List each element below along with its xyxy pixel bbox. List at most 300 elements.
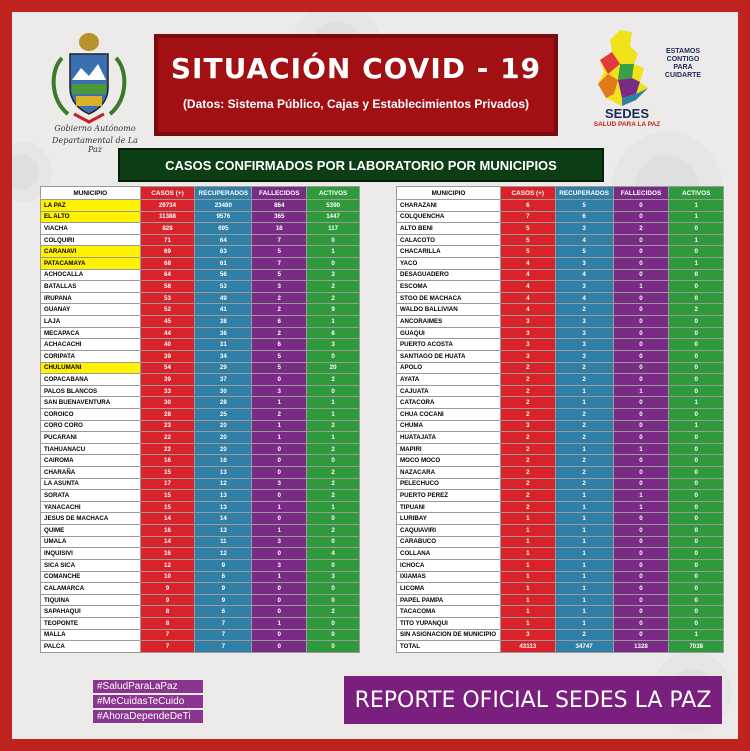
recuperados-cell: 53 [195,281,252,293]
recuperados-cell: 31 [195,339,252,351]
municipio-cell: PUERTO PEREZ [397,490,501,502]
fallecidos-cell: 3 [252,478,307,490]
casos-cell: 1 [500,606,555,618]
logo-slogan [644,48,722,80]
table-row [397,362,724,374]
fallecidos-cell: 0 [613,455,669,467]
table-header-row [397,187,724,200]
table-row [41,269,360,281]
activos-cell: 0 [669,536,724,548]
municipio-cell: APOLO [397,362,501,374]
table-row [41,583,360,595]
activos-cell: 0 [669,362,724,374]
table-row [397,513,724,525]
casos-cell: 4 [500,304,555,316]
col-header-casos: CASOS (+) [500,187,555,200]
municipio-cell: LICOMA [397,583,501,595]
footer-title: REPORTE OFICIAL SEDES LA PAZ [344,676,722,724]
fallecidos-cell: 0 [613,629,669,641]
hashtag: #AhoraDependeDeTi [93,710,203,723]
casos-cell: 4 [500,281,555,293]
table-row [41,432,360,444]
municipio-cell: CAJUATA [397,385,501,397]
activos-cell: 0 [669,246,724,258]
recuperados-cell: 37 [195,374,252,386]
municipio-cell: VIACHA [41,223,141,235]
fallecidos-cell: 0 [613,397,669,409]
table-row [41,467,360,479]
table-row [41,350,360,362]
fallecidos-cell: 1 [252,432,307,444]
municipio-cell: SANTIAGO DE HUATA [397,350,501,362]
activos-cell: 0 [307,594,360,606]
fallecidos-cell: 0 [613,200,669,212]
municipio-cell: ACHOCALLA [41,269,141,281]
activos-cell: 20 [307,362,360,374]
casos-cell: 9 [140,594,195,606]
municipio-cell: PELECHUCO [397,478,501,490]
activos-cell: 0 [307,385,360,397]
municipio-cell: ESCOMA [397,281,501,293]
fallecidos-cell: 0 [613,536,669,548]
recuperados-cell: 1 [555,594,613,606]
casos-cell: 30 [140,397,195,409]
recuperados-cell: 1 [555,606,613,618]
fallecidos-cell: 1 [252,397,307,409]
recuperados-cell: 2 [555,408,613,420]
fallecidos-cell: 3 [252,281,307,293]
fallecidos-cell: 0 [252,641,307,653]
table-row [397,246,724,258]
municipio-cell: YANACACHI [41,501,141,513]
municipio-cell: CHARAÑA [41,467,141,479]
fallecidos-cell: 0 [613,258,669,270]
table-row [41,246,360,258]
recuperados-cell: 13 [195,490,252,502]
fallecidos-cell: 2 [252,292,307,304]
casos-cell: 16 [140,548,195,560]
table-row [41,316,360,328]
fallecidos-cell: 16 [252,223,307,235]
table-row [397,304,724,316]
casos-cell: 53 [140,292,195,304]
table-row [397,606,724,618]
municipio-cell: COMANCHE [41,571,141,583]
casos-cell: 1 [500,536,555,548]
activos-cell: 2 [307,467,360,479]
recuperados-cell: 63 [195,246,252,258]
fallecidos-cell: 0 [613,594,669,606]
recuperados-cell: 20 [195,443,252,455]
activos-cell: 1 [669,258,724,270]
recuperados-cell: 4 [555,269,613,281]
table-row [397,350,724,362]
table-row [41,617,360,629]
fallecidos-cell: 1 [252,617,307,629]
recuperados-cell: 1 [555,548,613,560]
table-row [41,339,360,351]
fallecidos-cell: 0 [613,316,669,328]
municipio-cell: PAPEL PAMPA [397,594,501,606]
table-row [41,385,360,397]
sedes-map-icon [592,28,652,110]
activos-cell: 0 [669,571,724,583]
recuperados-cell: 7 [195,629,252,641]
municipio-cell: CARABUCO [397,536,501,548]
activos-cell: 0 [307,350,360,362]
casos-cell: 11388 [140,211,195,223]
page-title: SITUACIÓN COVID - 19 [170,52,542,85]
fallecidos-cell: 2 [252,304,307,316]
municipio-cell: TACACOMA [397,606,501,618]
activos-cell: 0 [669,490,724,502]
activos-cell: 1 [307,501,360,513]
municipio-cell: SORATA [41,490,141,502]
municipio-cell: TITO YUPANQUI [397,617,501,629]
fallecidos-cell: 0 [252,629,307,641]
table-row [41,629,360,641]
activos-cell: 0 [307,559,360,571]
casos-cell: 15 [140,501,195,513]
table-row [397,211,724,223]
fallecidos-cell: 0 [613,304,669,316]
casos-cell: 16 [140,455,195,467]
municipio-cell: CALAMARCA [41,583,141,595]
table-row [397,316,724,328]
recuperados-cell: 2 [555,455,613,467]
casos-cell: 10 [140,571,195,583]
activos-cell: 2 [307,374,360,386]
municipio-cell: CHULUMANI [41,362,141,374]
recuperados-cell: 9 [195,583,252,595]
table-row [41,292,360,304]
fallecidos-cell: 0 [613,211,669,223]
hashtag-list [93,680,203,725]
fallecidos-cell: 2 [613,223,669,235]
activos-cell: 0 [669,513,724,525]
casos-cell: 14 [140,513,195,525]
casos-cell: 1 [500,525,555,537]
recuperados-cell: 1 [555,536,613,548]
table-row [41,304,360,316]
municipio-cell: TIPUANI [397,501,501,513]
activos-cell: 0 [307,583,360,595]
fallecidos-cell: 0 [613,467,669,479]
recuperados-cell: 13 [195,501,252,513]
table-row [397,408,724,420]
municipio-cell: TOTAL [397,641,501,653]
casos-cell: 828 [140,223,195,235]
casos-cell: 54 [140,362,195,374]
activos-cell: 7038 [669,641,724,653]
recuperados-cell: 1 [555,583,613,595]
municipio-cell: CORO CORO [41,420,141,432]
activos-cell: 0 [669,606,724,618]
municipio-cell: LAJA [41,316,141,328]
municipio-cell: UMALA [41,536,141,548]
municipio-cell: HUATAJATA [397,432,501,444]
recuperados-cell: 1 [555,525,613,537]
activos-cell: 2 [307,490,360,502]
municipio-cell: ACHACACHI [41,339,141,351]
recuperados-cell: 20 [195,432,252,444]
activos-cell: 9 [307,304,360,316]
municipio-cell: YACO [397,258,501,270]
casos-cell: 2 [500,408,555,420]
fallecidos-cell: 3 [252,559,307,571]
casos-cell: 7 [140,629,195,641]
casos-cell: 3 [500,339,555,351]
casos-cell: 7 [500,211,555,223]
table-row [397,525,724,537]
fallecidos-cell: 0 [613,617,669,629]
fallecidos-cell: 0 [613,362,669,374]
recuperados-cell: 16 [195,455,252,467]
activos-cell: 0 [669,339,724,351]
table-row [397,617,724,629]
municipio-cell: TIAHUANACU [41,443,141,455]
fallecidos-cell: 0 [613,478,669,490]
recuperados-cell: 14 [195,513,252,525]
municipio-cell: LA ASUNTA [41,478,141,490]
municipio-cell: INQUISIVI [41,548,141,560]
fallecidos-cell: 0 [613,339,669,351]
fallecidos-cell: 1 [613,490,669,502]
fallecidos-cell: 0 [252,513,307,525]
casos-cell: 2 [500,362,555,374]
recuperados-cell: 2 [555,478,613,490]
casos-cell: 12 [140,559,195,571]
activos-cell: 1 [307,316,360,328]
municipio-cell: CARANAVI [41,246,141,258]
col-header-recuperados: RECUPERADOS [555,187,613,200]
table-row [397,583,724,595]
casos-cell: 8 [140,606,195,618]
fallecidos-cell: 0 [613,548,669,560]
casos-cell: 5 [500,246,555,258]
activos-cell: 0 [669,583,724,595]
fallecidos-cell: 0 [613,513,669,525]
table-row [41,374,360,386]
fallecidos-cell: 0 [613,292,669,304]
activos-cell: 3 [307,269,360,281]
casos-cell: 1 [500,548,555,560]
recuperados-cell: 61 [195,258,252,270]
coat-of-arms-icon [48,30,130,125]
activos-cell: 0 [669,443,724,455]
casos-cell: 2 [500,385,555,397]
fallecidos-cell: 2 [252,408,307,420]
casos-cell: 3 [500,327,555,339]
table-row [41,397,360,409]
fallecidos-cell: 0 [252,548,307,560]
table-row [397,594,724,606]
logo-slogan-line: PARA [673,64,693,71]
casos-cell: 45 [140,316,195,328]
table-row [41,513,360,525]
recuperados-cell: 41 [195,304,252,316]
recuperados-cell: 1 [555,385,613,397]
recuperados-cell: 20 [195,420,252,432]
table-row [41,408,360,420]
activos-cell: 0 [669,432,724,444]
logo-slogan-line: CONTIGO [666,56,700,63]
casos-cell: 7 [140,641,195,653]
table-row [397,292,724,304]
recuperados-cell: 49 [195,292,252,304]
fallecidos-cell: 365 [252,211,307,223]
casos-cell: 71 [140,234,195,246]
table-row [397,281,724,293]
activos-cell: 1 [669,200,724,212]
table-row [397,478,724,490]
activos-cell: 1 [669,397,724,409]
activos-cell: 0 [669,281,724,293]
casos-cell: 40 [140,339,195,351]
municipio-cell: CAIROMA [41,455,141,467]
casos-cell: 1 [500,594,555,606]
fallecidos-cell: 864 [252,200,307,212]
municipio-cell: EL ALTO [41,211,141,223]
col-header-activos: ACTIVOS [307,187,360,200]
municipio-cell: SAN BUENAVENTURA [41,397,141,409]
fallecidos-cell: 1 [252,525,307,537]
fallecidos-cell: 6 [252,339,307,351]
casos-cell: 16 [140,525,195,537]
municipio-cell: NAZACARA [397,467,501,479]
table-row [397,455,724,467]
casos-cell: 58 [140,281,195,293]
table-row [41,548,360,560]
municipio-cell: TIQUINA [41,594,141,606]
fallecidos-cell: 6 [252,316,307,328]
municipio-cell: PALCA [41,641,141,653]
casos-cell: 29734 [140,200,195,212]
activos-cell: 0 [669,501,724,513]
casos-cell: 2 [500,397,555,409]
casos-cell: 1 [500,559,555,571]
activos-cell: 0 [669,617,724,629]
activos-cell: 0 [307,513,360,525]
sedes-logo [592,26,722,136]
fallecidos-cell: 0 [252,455,307,467]
municipio-cell: TEOPONTE [41,617,141,629]
recuperados-cell: 7 [195,641,252,653]
crest-caption-line2: Departamental de La Paz [52,136,138,154]
casos-cell: 1 [500,513,555,525]
activos-cell: 0 [669,455,724,467]
recuperados-cell: 12 [195,478,252,490]
recuperados-cell: 2 [555,362,613,374]
municipio-cell: PATACAMAYA [41,258,141,270]
fallecidos-cell: 1 [613,501,669,513]
casos-cell: 43113 [500,641,555,653]
col-header-municipio: MUNICIPIO [397,187,501,200]
table-row [397,629,724,641]
fallecidos-cell: 0 [613,234,669,246]
logo-name: SEDES [604,106,650,121]
logo-slogan-line: CUIDARTE [664,72,702,79]
logo-slogan-line: ESTAMOS [665,48,701,55]
table-row [41,455,360,467]
recuperados-cell: 5 [555,200,613,212]
activos-cell: 0 [669,385,724,397]
recuperados-cell: 1 [555,490,613,502]
fallecidos-cell: 0 [252,594,307,606]
activos-cell: 0 [307,536,360,548]
fallecidos-cell: 0 [613,350,669,362]
table-row [41,362,360,374]
municipio-cell: DESAGUADERO [397,269,501,281]
recuperados-cell: 29 [195,362,252,374]
activos-cell: 2 [307,606,360,618]
title-banner [154,34,558,136]
casos-cell: 3 [500,629,555,641]
fallecidos-cell: 5 [252,362,307,374]
activos-cell: 2 [307,525,360,537]
municipio-cell: IXIAMAS [397,571,501,583]
casos-cell: 2 [500,467,555,479]
casos-cell: 68 [140,258,195,270]
activos-cell: 0 [669,350,724,362]
recuperados-cell: 4 [555,292,613,304]
activos-cell: 1 [669,629,724,641]
municipio-cell: CORIPATA [41,350,141,362]
municipio-cell: JESUS DE MACHACA [41,513,141,525]
recuperados-cell: 64 [195,234,252,246]
fallecidos-cell: 0 [613,246,669,258]
activos-cell: 1 [307,246,360,258]
municipio-cell: CALACOTO [397,234,501,246]
table-row [397,571,724,583]
recuperados-cell: 1 [555,617,613,629]
recuperados-cell: 1 [555,443,613,455]
recuperados-cell: 4 [555,234,613,246]
casos-cell: 3 [500,316,555,328]
activos-cell: 0 [307,617,360,629]
municipio-cell: PALOS BLANCOS [41,385,141,397]
municipio-cell: IRUPANA [41,292,141,304]
recuperados-cell: 23480 [195,200,252,212]
table-row [41,606,360,618]
recuperados-cell: 1 [555,397,613,409]
col-header-activos: ACTIVOS [669,187,724,200]
activos-cell: 1 [307,432,360,444]
recuperados-cell: 2 [555,629,613,641]
table-row [41,501,360,513]
col-header-recuperados: RECUPERADOS [195,187,252,200]
fallecidos-cell: 5 [252,350,307,362]
casos-cell: 28 [140,408,195,420]
casos-cell: 5 [500,223,555,235]
activos-cell: 1 [669,234,724,246]
recuperados-cell: 6 [195,606,252,618]
casos-cell: 2 [500,432,555,444]
activos-cell: 5390 [307,200,360,212]
municipio-cell: AYATA [397,374,501,386]
fallecidos-cell: 1 [613,281,669,293]
activos-cell: 0 [669,223,724,235]
activos-cell: 2 [307,281,360,293]
casos-cell: 33 [140,385,195,397]
activos-cell: 0 [307,641,360,653]
recuperados-cell: 2 [555,467,613,479]
activos-cell: 0 [669,467,724,479]
table-header-row [41,187,360,200]
fallecidos-cell: 0 [252,374,307,386]
casos-cell: 4 [500,292,555,304]
casos-cell: 39 [140,350,195,362]
